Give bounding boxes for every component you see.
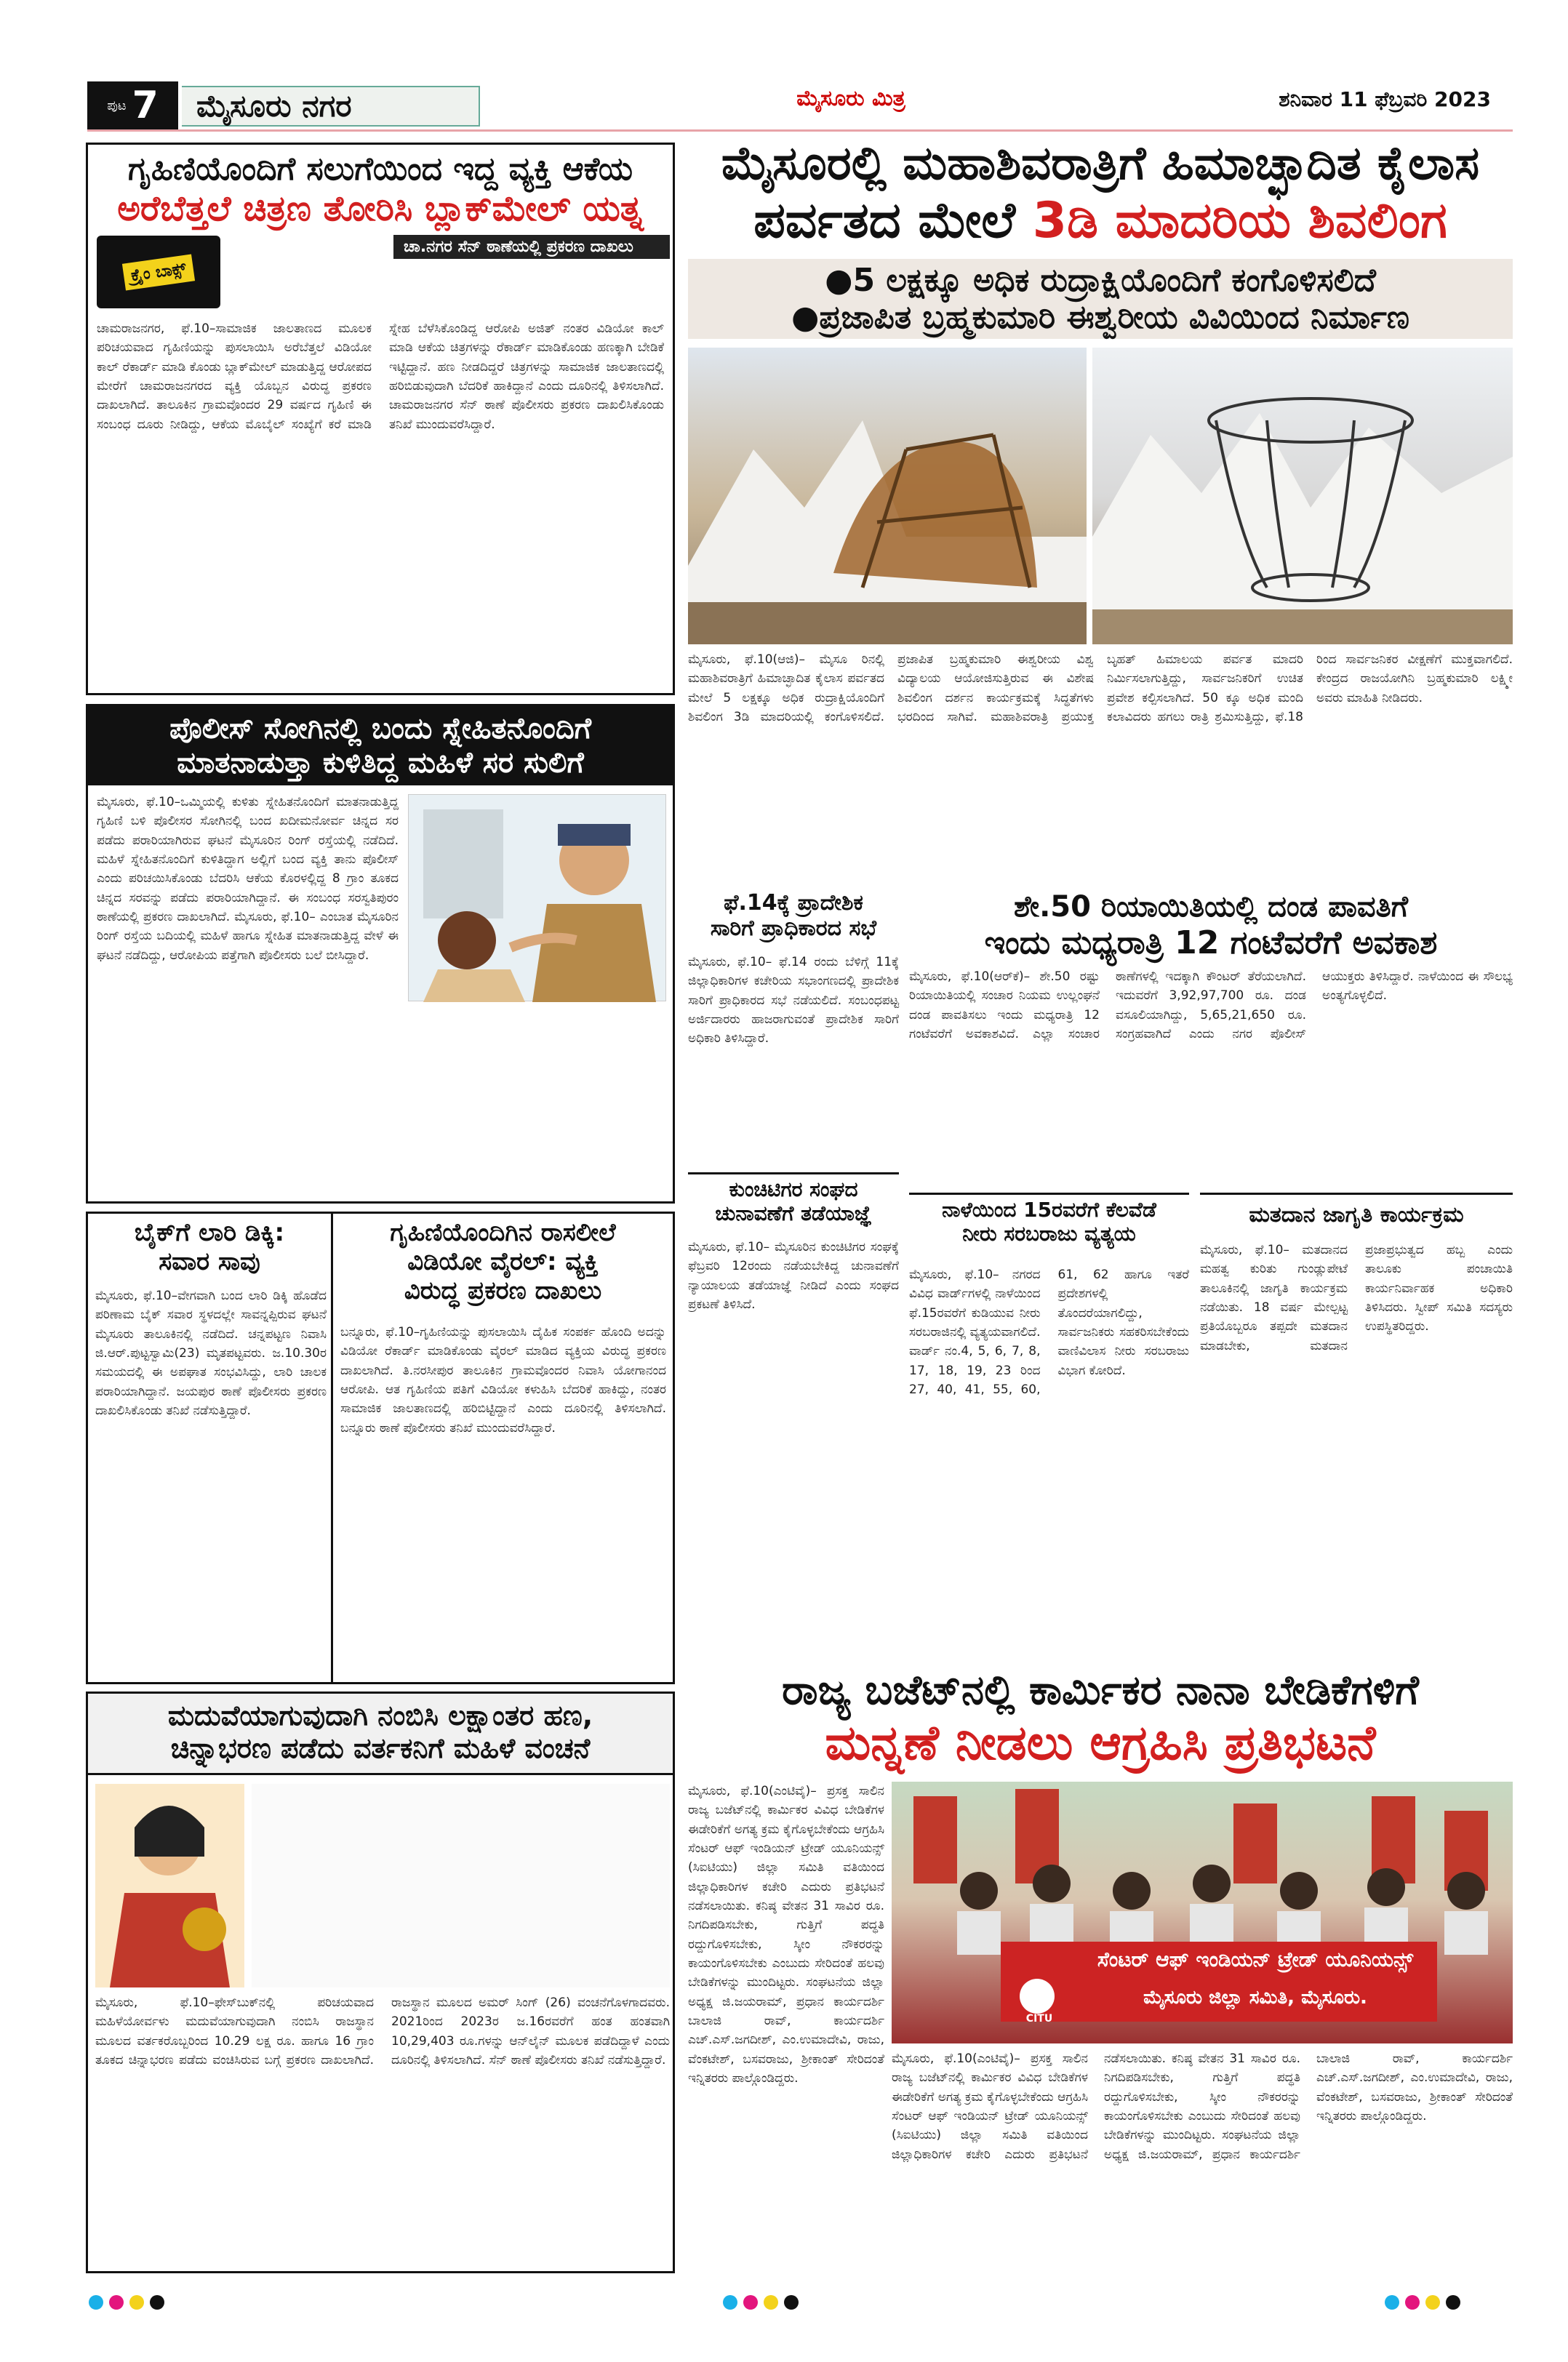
story-fine-headline-1: ಶೇ.50 ರಿಯಾಯಿತಿಯಲ್ಲಿ ದಂಡ ಪಾವತಿಗೆ bbox=[1014, 890, 1408, 924]
story-protest-headline-2: ಮನ್ನಣೆ ನೀಡಲು ಆಗ್ರಹಿಸಿ ಪ್ರತಿಭಟನೆ bbox=[825, 1715, 1376, 1772]
page-number: 7 bbox=[132, 84, 159, 127]
story-fine-headline bbox=[909, 890, 1513, 963]
story-shivalinga-headline-1: ಮೈಸೂರಲ್ಲಿ ಮಹಾಶಿವರಾತ್ರಿಗೆ ಹಿಮಾಚ್ಛಾದಿತ ಕೈಲಾಸ bbox=[721, 137, 1480, 191]
story-blackmail-headline-2: ಅರೆಬೆತ್ತಲೆ ಚಿತ್ರಣ ತೋರಿಸಿ ಬ್ಲಾಕ್‌ಮೇಲ್ ಯತ್ನ bbox=[117, 188, 644, 229]
section-title: ಮೈಸೂರು ನಗರ bbox=[182, 86, 480, 127]
story-protest-body: ಮೈಸೂರು, ಫೆ.10(ಎಂಟಿವೈ)– ಪ್ರಸಕ್ತ ಸಾಲಿನ ರಾಜ್ಯ ಬಜೆಟ್‌ನಲ್ಲಿ ಕಾರ್ಮಿಕರ ವಿವಿಧ ಬೇಡಿಕೆಗಳ ಈಡೇರಿಕೆಗೆ ಅಗತ್ಯ ಕ್ರಮ ಕೈಗೊಳ್ಳಬೇಕೆಂದು ಆಗ್ರಹಿಸಿ ಸೆಂಟರ್ ಆಫ್ ಇಂಡಿಯನ್ ಟ್ರೇಡ್ ಯೂನಿಯನ್ಸ್ (ಸಿಐಟಿಯು) ಜಿಲ್ಲಾ ಸಮಿತಿ ವತಿಯಿಂದ ಜಿಲ್ಲಾಧಿಕಾರಿಗಳ ಕಚೇರಿ ಎದುರು ಪ್ರತಿಭಟನೆ ನಡೆಸಲಾಯಿತು. ಕನಿಷ್ಠ ವೇತನ 31 ಸಾವಿರ ರೂ. ನಿಗದಿಪಡಿಸಬೇಕು, ಗುತ್ತಿಗೆ ಪದ್ಧತಿ ರದ್ದುಗೊಳಿಸಬೇಕು, ಸ್ಕೀಂ ನೌಕರರನ್ನು ಕಾಯಂಗೊಳಿಸಬೇಕು ಎಂಬುದು ಸೇರಿದಂತೆ ಹಲವು ಬೇಡಿಕೆಗಳನ್ನು ಮುಂದಿಟ್ಟರು. ಸಂಘಟನೆಯ ಜಿಲ್ಲಾ ಅಧ್ಯಕ್ಷ ಜಿ.ಜಯರಾಮ್, ಪ್ರಧಾನ ಕಾರ್ಯದರ್ಶಿ ಬಾಲಾಜಿ ರಾವ್, ಕಾರ್ಯದರ್ಶಿ ಎಚ್.ಎಸ್.ಜಗದೀಶ್, ಎಂ.ಉಮಾದೇವಿ, ರಾಜು, ವೆಂಕಟೇಶ್, ಬಸವರಾಜು, ಶ್ರೀಕಾಂತ್ ಸೇರಿದಂತೆ ಇನ್ನಿತರರು ಪಾಲ್ಗೊಂಡಿದ್ದರು. bbox=[892, 2051, 1513, 2162]
story-kunchitiga-headline bbox=[688, 1172, 899, 1235]
crime-box-badge bbox=[97, 236, 220, 308]
story-water-headline bbox=[909, 1193, 1189, 1261]
story-chain-snatch-headline-2: ಮಾತನಾಡುತ್ತಾ ಕುಳಿತಿದ್ದ ಮಹಿಳೆ ಸರ ಸುಲಿಗೆ bbox=[177, 746, 584, 780]
story-rto-body: ಮೈಸೂರು, ಫೆ.10– ಫೆ.14 ರಂದು ಬೆಳಿಗ್ಗೆ 11ಕ್ಕೆ ಜಿಲ್ಲಾಧಿಕಾರಿಗಳ ಕಚೇರಿಯ ಸಭಾಂಗಣದಲ್ಲಿ ಪ್ರಾದೇಶಿಕ ಸಾರಿಗೆ ಪ್ರಾಧಿಕಾರದ ಸಭೆ ನಡೆಯಲಿದೆ. ಸಂಬಂಧಪಟ್ಟ ಅರ್ಜಿದಾರರು ಹಾಜರಾಗುವಂತೆ ಪ್ರಾದೇಶಿಕ ಸಾರಿಗೆ ಅಧಿಕಾರಿ ತಿಳಿಸಿದ್ದಾರೆ. bbox=[688, 955, 899, 1046]
story-blackmail-body: ಚಾಮರಾಜನಗರ, ಫೆ.10–ಸಾಮಾಜಿಕ ಜಾಲತಾಣದ ಮೂಲಕ ಪರಿಚಯವಾದ ಗೃಹಿಣಿಯನ್ನು ಪುಸಲಾಯಿಸಿ ಅರೆಬೆತ್ತಲೆ ವಿಡಿಯೋ ಕಾಲ್ ರೆಕಾರ್ಡ್ ಮಾಡಿ ಕೊಂಡು ಬ್ಲಾಕ್‌ಮೇಲ್ ಮಾಡುತ್ತಿದ್ದ ಆರೋಪದ ಮೇರೆಗೆ ಚಾಮರಾಜನಗರದ ವ್ಯಕ್ತಿ ಯೊಬ್ಬನ ವಿರುದ್ಧ ಪ್ರಕರಣ ದಾಖಲಾಗಿದೆ. ತಾಲೂಕಿನ ಗ್ರಾಮವೊಂದರ 29 ವರ್ಷದ ಗೃಹಿಣಿ ಈ ಸಂಬಂಧ ದೂರು ನೀಡಿದ್ದು, ಆಕೆಯ ಮೊಬೈಲ್ ಸಂಖ್ಯೆಗೆ ಕರೆ ಮಾಡಿ ಸ್ನೇಹ ಬೆಳೆಸಿಕೊಂಡಿದ್ದ ಆರೋಪಿ ಅಜಿತ್ ನಂತರ ವಿಡಿಯೋ ಕಾಲ್ ಮಾಡಿ ಆಕೆಯ ಚಿತ್ರಗಳನ್ನು ರೆಕಾರ್ಡ್ ಮಾಡಿಕೊಂಡು ಹಣಕ್ಕಾಗಿ ಬೇಡಿಕೆ ಇಟ್ಟಿದ್ದಾನೆ. ಹಣ ನೀಡದಿದ್ದರೆ ಚಿತ್ರಗಳನ್ನು ಸಾಮಾಜಿಕ ಜಾಲತಾಣದಲ್ಲಿ ಹರಿಬಿಡುವುದಾಗಿ ಬೆದರಿಕೆ ಹಾಕಿದ್ದಾನೆ ಎಂದು ದೂರಿನಲ್ಲಿ ತಿಳಿಸಲಾಗಿದೆ. ಚಾಮರಾಜನಗರ ಸೆನ್ ಠಾಣೆ ಪೊಲೀಸರು ಪ್ರಕರಣ ದಾಖಲಿಸಿಕೊಂಡು ತನಿಖೆ ಮುಂದುವರೆಸಿದ್ದಾರೆ. bbox=[97, 321, 664, 432]
story-shivalinga-headline bbox=[688, 137, 1513, 253]
crime-box-label: ಕ್ರೈಂ ಬಾಕ್ಸ್ bbox=[122, 254, 195, 290]
story-bike-headline-1: ಬೈಕ್‌ಗೆ ಲಾರಿ ಡಿಕ್ಕಿ: bbox=[134, 1218, 285, 1247]
story-fine-body: ಮೈಸೂರು, ಫೆ.10(ಆರ್‌ಕೆ)– ಶೇ.50 ರಷ್ಟು ರಿಯಾಯಿತಿಯಲ್ಲಿ ಸಂಚಾರ ನಿಯಮ ಉಲ್ಲಂಘನೆ ದಂಡ ಪಾವತಿಸಲು ಇಂದು ಮಧ್ಯರಾತ್ರಿ 12 ಗಂಟೆವರೆಗೆ ಅವಕಾಶವಿದೆ. ಎಲ್ಲಾ ಸಂಚಾರ ಠಾಣೆಗಳಲ್ಲಿ ಇದಕ್ಕಾಗಿ ಕೌಂಟರ್ ತೆರೆಯಲಾಗಿದೆ. ಇದುವರೆಗೆ 3,92,97,700 ರೂ. ದಂಡ ವಸೂಲಿಯಾಗಿದ್ದು, 5,65,21,650 ರೂ. ಸಂಗ್ರಹವಾಗಿದೆ ಎಂದು ನಗರ ಪೊಲೀಸ್ ಆಯುಕ್ತರು ತಿಳಿಸಿದ್ದಾರೆ. ನಾಳೆಯಿಂದ ಈ ಸೌಲಭ್ಯ ಅಂತ್ಯಗೊಳ್ಳಲಿದೆ. bbox=[909, 969, 1513, 1042]
story-fraud-body-lower: ಮೈಸೂರು, ಫೆ.10–ಫೇಸ್‌ಬುಕ್‌ನಲ್ಲಿ ಪರಿಚಯವಾದ ಮಹಿಳೆಯೋರ್ವಳು ಮದುವೆಯಾಗುವುದಾಗಿ ನಂಬಿಸಿ ರಾಜಸ್ಥಾನ ಮೂಲದ ವರ್ತಕರೊಬ್ಬರಿಂದ 10.29 ಲಕ್ಷ ರೂ. ಹಾಗೂ 16 ಗ್ರಾಂ ತೂಕದ ಚಿನ್ನಾಭರಣ ಪಡೆದು ವಂಚಿಸಿರುವ ಬಗ್ಗೆ ಪ್ರಕರಣ ದಾಖಲಾಗಿದೆ. ರಾಜಸ್ಥಾನ ಮೂಲದ ಅಮರ್ ಸಿಂಗ್ (26) ವಂಚನೆಗೊಳಗಾದವರು. 2021ರಿಂದ 2023ರ ಜ.16ರವರೆಗೆ ಹಂತ ಹಂತವಾಗಿ 10,29,403 ರೂ.ಗಳನ್ನು ಆನ್‌ಲೈನ್ ಮೂಲಕ ಪಡೆದಿದ್ದಾಳೆ ಎಂದು ದೂರಿನಲ್ಲಿ ತಿಳಿಸಲಾಗಿದೆ. ಸೆನ್ ಠಾಣೆ ಪೊಲೀಸರು ತನಿಖೆ ನಡೆಸುತ್ತಿದ್ದಾರೆ. bbox=[95, 1995, 670, 2068]
story-water-headline-2: ನೀರು ಸರಬರಾಜು ವ್ಯತ್ಯಯ bbox=[962, 1222, 1136, 1246]
story-voter-body: ಮೈಸೂರು, ಫೆ.10– ಮತದಾನದ ಮಹತ್ವ ಕುರಿತು ಗುಂಡ್ಲುಪೇಟೆ ತಾಲೂಕಿನಲ್ಲಿ ಜಾಗೃತಿ ಕಾರ್ಯಕ್ರಮ ನಡೆಯಿತು. 18 ವರ್ಷ ಮೇಲ್ಪಟ್ಟ ಪ್ರತಿಯೊಬ್ಬರೂ ತಪ್ಪದೇ ಮತದಾನ ಮಾಡಬೇಕು, ಮತದಾನ ಪ್ರಜಾಪ್ರಭುತ್ವದ ಹಬ್ಬ ಎಂದು ತಾಲೂಕು ಪಂಚಾಯಿತಿ ಕಾರ್ಯನಿರ್ವಾಹಕ ಅಧಿಕಾರಿ ತಿಳಿಸಿದರು. ಸ್ವೀಪ್ ಸಮಿತಿ ಸದಸ್ಯರು ಉಪಸ್ಥಿತರಿದ್ದರು. bbox=[1200, 1243, 1513, 1353]
story-viral-headline-3: ವಿರುದ್ಧ ಪ್ರಕರಣ ದಾಖಲು bbox=[404, 1276, 602, 1306]
story-shivalinga-headline-2a: ಪರ್ವತದ ಮೇಲೆ bbox=[753, 191, 1016, 249]
story-blackmail bbox=[86, 143, 675, 695]
citu-logo-text: CITU bbox=[1025, 2013, 1053, 2025]
story-kunchitiga-headline-2: ಚುನಾವಣೆಗೆ ತಡೆಯಾಜ್ಞೆ bbox=[715, 1201, 872, 1226]
story-bike-body: ಮೈಸೂರು, ಫೆ.10–ವೇಗವಾಗಿ ಬಂದ ಲಾರಿ ಡಿಕ್ಕಿ ಹೊಡೆದ ಪರಿಣಾಮ ಬೈಕ್ ಸವಾರ ಸ್ಥಳದಲ್ಲೇ ಸಾವನ್ನಪ್ಪಿರುವ ಘಟನೆ ಮೈಸೂರು ತಾಲೂಕಿನಲ್ಲಿ ನಡೆದಿದೆ. ಚನ್ನಪಟ್ಟಣ ನಿವಾಸಿ ಜಿ.ಆರ್.ಪುಟ್ಟಸ್ವಾಮಿ(23) ಮೃತಪಟ್ಟವರು. ಜ.10.30ರ ಸಮಯದಲ್ಲಿ ಈ ಅಪಘಾತ ಸಂಭವಿಸಿದ್ದು, ಲಾರಿ ಚಾಲಕ ಪರಾರಿಯಾಗಿದ್ದಾನೆ. ಜಯಪುರ ಠಾಣೆ ಪೊಲೀಸರು ಪ್ರಕರಣ ದಾಖಲಿಸಿಕೊಂಡು ತನಿಖೆ ನಡೆಸುತ್ತಿದ್ದಾರೆ. bbox=[95, 1289, 327, 1419]
police-illustration bbox=[408, 794, 666, 1001]
story-chain-snatch-headline-1: ಪೊಲೀಸ್ ಸೋಗಿನಲ್ಲಿ ಬಂದು ಸ್ನೇಹಿತನೊಂದಿಗೆ bbox=[169, 712, 591, 745]
story-fraud-headline-2: ಚಿನ್ನಾಭರಣ ಪಡೆದು ವರ್ತಕನಿಗೆ ಮಹಿಳೆ ವಂಚನೆ bbox=[170, 1732, 591, 1764]
protest-banner-line-2: ಮೈಸೂರು ಜಿಲ್ಲಾ ಸಮಿತಿ, ಮೈಸೂರು. bbox=[1143, 1987, 1367, 2009]
story-marriage-fraud bbox=[86, 1775, 675, 2273]
story-rto-meeting-headline bbox=[688, 890, 899, 948]
fraud-body-spacer bbox=[252, 1784, 670, 1987]
story-viral-headline-2: ವಿಡಿಯೋ ವೈರಲ್: ವ್ಯಕ್ತಿ bbox=[407, 1247, 599, 1277]
fraud-illustration bbox=[95, 1784, 244, 1987]
story-bike-headline-2: ಸವಾರ ಸಾವು bbox=[159, 1247, 260, 1277]
story-protest-body-intro: ಮೈಸೂರು, ಫೆ.10(ಎಂಟಿವೈ)– ಪ್ರಸಕ್ತ ಸಾಲಿನ ರಾಜ್ಯ ಬಜೆಟ್‌ನಲ್ಲಿ ಕಾರ್ಮಿಕರ ವಿವಿಧ ಬೇಡಿಕೆಗಳ ಈಡೇರಿಕೆಗೆ ಅಗತ್ಯ ಕ್ರಮ ಕೈಗೊಳ್ಳಬೇಕೆಂದು ಆಗ್ರಹಿಸಿ ಸೆಂಟರ್ ಆಫ್ ಇಂಡಿಯನ್ ಟ್ರೇಡ್ ಯೂನಿಯನ್ಸ್ (ಸಿಐಟಿಯು) ಜಿಲ್ಲಾ ಸಮಿತಿ ವತಿಯಿಂದ ಜಿಲ್ಲಾಧಿಕಾರಿಗಳ ಕಚೇರಿ ಎದುರು ಪ್ರತಿಭಟನೆ ನಡೆಸಲಾಯಿತು. ಕನಿಷ್ಠ ವೇತನ 31 ಸಾವಿರ ರೂ. ನಿಗದಿಪಡಿಸಬೇಕು, ಗುತ್ತಿಗೆ ಪದ್ಧತಿ ರದ್ದುಗೊಳಿಸಬೇಕು, ಸ್ಕೀಂ ನೌಕರರನ್ನು ಕಾಯಂಗೊಳಿಸಬೇಕು ಎಂಬುದು ಸೇರಿದಂತೆ ಹಲವು ಬೇಡಿಕೆಗಳನ್ನು ಮುಂದಿಟ್ಟರು. ಸಂಘಟನೆಯ ಜಿಲ್ಲಾ ಅಧ್ಯಕ್ಷ ಜಿ.ಜಯರಾಮ್, ಪ್ರಧಾನ ಕಾರ್ಯದರ್ಶಿ ಬಾಲಾಜಿ ರಾವ್, ಕಾರ್ಯದರ್ಶಿ ಎಚ್.ಎಸ್.ಜಗದೀಶ್, ಎಂ.ಉಮಾದೇವಿ, ರಾಜು, ವೆಂಕಟೇಶ್, ಬಸವರಾಜು, ಶ್ರೀಕಾಂತ್ ಸೇರಿದಂತೆ ಇನ್ನಿತರರು ಪಾಲ್ಗೊಂಡಿದ್ದರು. bbox=[688, 1784, 884, 2086]
story-chain-snatch bbox=[86, 785, 675, 1204]
shivalinga-bullet-2: ●ಪ್ರಜಾಪಿತ ಬ್ರಹ್ಮಕುಮಾರಿ ಈಶ್ವರೀಯ ವಿವಿಯಿಂದ ನಿರ್ಮಾಣ bbox=[791, 299, 1409, 336]
story-marriage-fraud-headline bbox=[86, 1692, 675, 1775]
story-shivalinga-headline-2b: 3ಡಿ ಮಾದರಿಯ ಶಿವಲಿಂಗ bbox=[1032, 191, 1447, 249]
story-protest-headline bbox=[688, 1667, 1513, 1776]
protest-banner-line-1: ಸೆಂಟರ್ ಆಫ್ ಇಂಡಿಯನ್ ಟ್ರೇಡ್ ಯೂನಿಯನ್ಸ್ bbox=[1097, 1947, 1414, 1971]
photo-dome-frame bbox=[1092, 348, 1513, 644]
story-chain-snatch-body: ಮೈಸೂರು, ಫೆ.10–ಒಮ್ಮಿಯಲ್ಲಿ ಕುಳಿತು ಸ್ನೇಹಿತನೊಂದಿಗೆ ಮಾತನಾಡುತ್ತಿದ್ದ ಗೃಹಿಣಿ ಬಳಿ ಪೊಲೀಸರ ಸೋಗಿನಲ್ಲಿ ಬಂದ ಖದೀಮನೋರ್ವ ಚಿನ್ನದ ಸರ ಪಡೆದು ಪರಾರಿಯಾಗಿರುವ ಘಟನೆ ಮೈಸೂರಿನ ರಿಂಗ್ ರಸ್ತೆಯಲ್ಲಿ ನಡೆದಿದೆ. ಮಹಿಳೆ ಸ್ನೇಹಿತನೊಂದಿಗೆ ಕುಳಿತಿದ್ದಾಗ ಅಲ್ಲಿಗೆ ಬಂದ ವ್ಯಕ್ತಿ ತಾನು ಪೊಲೀಸ್ ಎಂದು ಪರಿಚಯಿಸಿಕೊಂಡು ಬೆದರಿಸಿ ಆಕೆಯ ಕೊರಳಲ್ಲಿದ್ದ 8 ಗ್ರಾಂ ತೂಕದ ಚಿನ್ನದ ಸರವನ್ನು ಪಡೆದು ಪರಾರಿಯಾಗಿದ್ದಾನೆ. ಈ ಸಂಬಂಧ ಸರಸ್ವತಿಪುರಂ ಠಾಣೆಯಲ್ಲಿ ಪ್ರಕರಣ ದಾಖಲಾಗಿದೆ. ಮೈಸೂರು, ಫೆ.10– ಎಂಬಾತ ಮೈಸೂರಿನ ರಿಂಗ್ ರಸ್ತೆಯ ಬದಿಯಲ್ಲಿ ಮಹಿಳೆ ಹಾಗೂ ಸ್ನೇಹಿತ ಮಾತನಾಡುತ್ತಿದ್ದ ವೇಳೆ ಈ ಘಟನೆ ನಡೆದಿದ್ದು, ಆರೋಪಿಯ ಪತ್ತೆಗಾಗಿ ಪೊಲೀಸರು ಬಲೆ ಬೀಸಿದ್ದಾರೆ. bbox=[97, 795, 399, 963]
story-viral-video bbox=[333, 1212, 675, 1684]
story-shivalinga-bullets bbox=[688, 259, 1513, 339]
shivalinga-bullet-1: ●5 ಲಕ್ಷಕ್ಕೂ ಅಧಿಕ ರುದ್ರಾಕ್ಷಿಯೊಂದಿಗೆ ಕಂಗೊಳಿಸಲಿದೆ bbox=[825, 262, 1376, 299]
registration-marks-left bbox=[86, 2295, 231, 2313]
masthead-rule bbox=[87, 129, 1513, 132]
photo-workers-scaffold bbox=[688, 348, 1087, 644]
story-kunchitiga-body: ಮೈಸೂರು, ಫೆ.10– ಮೈಸೂರಿನ ಕುಂಚಿಟಿಗರ ಸಂಘಕ್ಕೆ ಫೆಬ್ರವರಿ 12ರಂದು ನಡೆಯಬೇಕಿದ್ದ ಚುನಾವಣೆಗೆ ನ್ಯಾಯಾಲಯ ತಡೆಯಾಜ್ಞೆ ನೀಡಿದೆ ಎಂದು ಸಂಘದ ಪ್ರಕಟಣೆ ತಿಳಿಸಿದೆ. bbox=[688, 1240, 899, 1313]
page-number-badge bbox=[87, 81, 178, 129]
paper-name: ಮೈಸೂರು ಮಿತ್ರ bbox=[796, 86, 905, 111]
story-shivalinga-body: ಮೈಸೂರು, ಫೆ.10(ಆಜಿ)– ಮೈಸೂ ರಿನಲ್ಲಿ ಮಹಾಶಿವರಾತ್ರಿಗೆ ಹಿಮಾಚ್ಛಾದಿತ ಕೈಲಾಸ ಪರ್ವತದ ಮೇಲೆ 5 ಲಕ್ಷಕ್ಕೂ ಅಧಿಕ ರುದ್ರಾಕ್ಷಿಯೊಂದಿಗೆ ಶಿವಲಿಂಗ 3ಡಿ ಮಾದರಿಯಲ್ಲಿ ಕಂಗೊಳಿಸಲಿದೆ. ಪ್ರಜಾಪಿತ ಬ್ರಹ್ಮಕುಮಾರಿ ಈಶ್ವರೀಯ ವಿಶ್ವ ವಿದ್ಯಾಲಯ ಆಯೋಜಿಸುತ್ತಿರುವ ಈ ವಿಶೇಷ ಶಿವಲಿಂಗ ದರ್ಶನ ಕಾರ್ಯಕ್ರಮಕ್ಕೆ ಸಿದ್ಧತೆಗಳು ಭರದಿಂದ ಸಾಗಿವೆ. ಮಹಾಶಿವರಾತ್ರಿ ಪ್ರಯುಕ್ತ ಬೃಹತ್ ಹಿಮಾಲಯ ಪರ್ವತ ಮಾದರಿ ನಿರ್ಮಿಸಲಾಗುತ್ತಿದ್ದು, ಸಾರ್ವಜನಿಕರಿಗೆ ಉಚಿತ ಪ್ರವೇಶ ಕಲ್ಪಿಸಲಾಗಿದೆ. 50 ಕ್ಕೂ ಅಧಿಕ ಮಂದಿ ಕಲಾವಿದರು ಹಗಲು ರಾತ್ರಿ ಶ್ರಮಿಸುತ್ತಿದ್ದು, ಫೆ.18 ರಿಂದ ಸಾರ್ವಜನಿಕರ ವೀಕ್ಷಣೆಗೆ ಮುಕ್ತವಾಗಲಿದೆ. ಕೇಂದ್ರದ ರಾಜಯೋಗಿನಿ ಬ್ರಹ್ಮಕುಮಾರಿ ಲಕ್ಷ್ಮೀ ಅವರು ಮಾಹಿತಿ ನೀಡಿದರು. bbox=[688, 652, 1513, 725]
story-water-headline-1: ನಾಳೆಯಿಂದ 15ರವರೆಗೆ ಕೆಲವೆಡೆ bbox=[942, 1198, 1156, 1222]
story-protest-headline-1: ರಾಜ್ಯ ಬಜೆಟ್‌ನಲ್ಲಿ ಕಾರ್ಮಿಕರ ನಾನಾ ಬೇಡಿಕೆಗಳಿಗೆ bbox=[782, 1667, 1419, 1714]
story-bike-accident bbox=[86, 1212, 333, 1684]
story-kunchitiga-headline-1: ಕುಂಚಿಟಿಗರ ಸಂಘದ bbox=[729, 1177, 858, 1201]
registration-marks-right bbox=[1382, 2295, 1527, 2313]
story-water-body: ಮೈಸೂರು, ಫೆ.10– ನಗರದ ವಿವಿಧ ವಾರ್ಡ್‌ಗಳಲ್ಲಿ ನಾಳೆಯಿಂದ ಫೆ.15ರವರೆಗೆ ಕುಡಿಯುವ ನೀರು ಸರಬರಾಜಿನಲ್ಲಿ ವ್ಯತ್ಯಯವಾಗಲಿದೆ. ವಾರ್ಡ್ ನಂ.4, 5, 6, 7, 8, 17, 18, 19, 23 ರಿಂದ 27, 40, 41, 55, 60, 61, 62 ಹಾಗೂ ಇತರೆ ಪ್ರದೇಶಗಳಲ್ಲಿ ತೊಂದರೆಯಾಗಲಿದ್ದು, ಸಾರ್ವಜನಿಕರು ಸಹಕರಿಸಬೇಕೆಂದು ವಾಣಿವಿಲಾಸ ನೀರು ಸರಬರಾಜು ವಿಭಾಗ ಕೋರಿದೆ. bbox=[909, 1268, 1189, 1398]
story-blackmail-headline-1: ಗೃಹಿಣಿಯೊಂದಿಗೆ ಸಲುಗೆಯಿಂದ ಇದ್ದ ವ್ಯಕ್ತಿ ಆಕೆಯ bbox=[128, 151, 633, 188]
story-chain-snatch-headline bbox=[86, 704, 675, 785]
story-fine-headline-2: ಇಂದು ಮಧ್ಯರಾತ್ರಿ 12 ಗಂಟೆವರೆಗೆ ಅವಕಾಶ bbox=[984, 924, 1438, 962]
story-blackmail-kicker: ಚಾ.ನಗರ ಸೆನ್ ಠಾಣೆಯಲ್ಲಿ ಪ್ರಕರಣ ದಾಖಲು bbox=[393, 235, 670, 259]
story-rto-headline-2: ಸಾರಿಗೆ ಪ್ರಾಧಿಕಾರದ ಸಭೆ bbox=[710, 916, 877, 942]
story-viral-headline-1: ಗೃಹಿಣಿಯೊಂದಿಗಿನ ರಾಸಲೀಲೆ bbox=[390, 1218, 616, 1247]
story-voter-headline bbox=[1200, 1193, 1513, 1236]
story-fraud-headline-1: ಮದುವೆಯಾಗುವುದಾಗಿ ನಂಬಿಸಿ ಲಕ್ಷಾಂತರ ಹಣ, bbox=[167, 1700, 593, 1732]
registration-marks-center bbox=[720, 2295, 865, 2313]
story-voter-headline-text: ಮತದಾನ ಜಾಗೃತಿ ಕಾರ್ಯಕ್ರಮ bbox=[1249, 1202, 1464, 1228]
story-viral-body: ಬನ್ನೂರು, ಫೆ.10–ಗೃಹಿಣಿಯನ್ನು ಪುಸಲಾಯಿಸಿ ದೈಹಿಕ ಸಂಪರ್ಕ ಹೊಂದಿ ಅದನ್ನು ವಿಡಿಯೋ ರೆಕಾರ್ಡ್ ಮಾಡಿಕೊಂಡು ವೈರಲ್ ಮಾಡಿದ ವ್ಯಕ್ತಿಯ ವಿರುದ್ಧ ಪ್ರಕರಣ ದಾಖಲಾಗಿದೆ. ತಿ.ನರಸೀಪುರ ತಾಲೂಕಿನ ಗ್ರಾಮವೊಂದರ ನಿವಾಸಿ ಯೋಗಾನಂದ ಆರೋಪಿ. ಆತ ಗೃಹಿಣಿಯ ಪತಿಗೆ ವಿಡಿಯೋ ಕಳುಹಿಸಿ ಬೆದರಿಕೆ ಹಾಕಿದ್ದು, ನಂತರ ಸಾಮಾಜಿಕ ಜಾಲತಾಣದಲ್ಲಿ ಹರಿಬಿಟ್ಟಿದ್ದಾನೆ ಎಂದು ದೂರಿನಲ್ಲಿ ತಿಳಿಸಲಾಗಿದೆ. ಬನ್ನೂರು ಠಾಣೆ ಪೊಲೀಸರು ತನಿಖೆ ಮುಂದುವರೆಸಿದ್ದಾರೆ. bbox=[340, 1325, 666, 1436]
page-label: ಪುಟ bbox=[107, 97, 127, 113]
story-rto-headline-1: ಫೆ.14ಕ್ಕೆ ಪ್ರಾದೇಶಿಕ bbox=[724, 890, 863, 916]
issue-date: ಶನಿವಾರ 11 ಫೆಬ್ರವರಿ 2023 bbox=[1279, 87, 1491, 111]
photo-citu-protest bbox=[892, 1782, 1513, 2043]
